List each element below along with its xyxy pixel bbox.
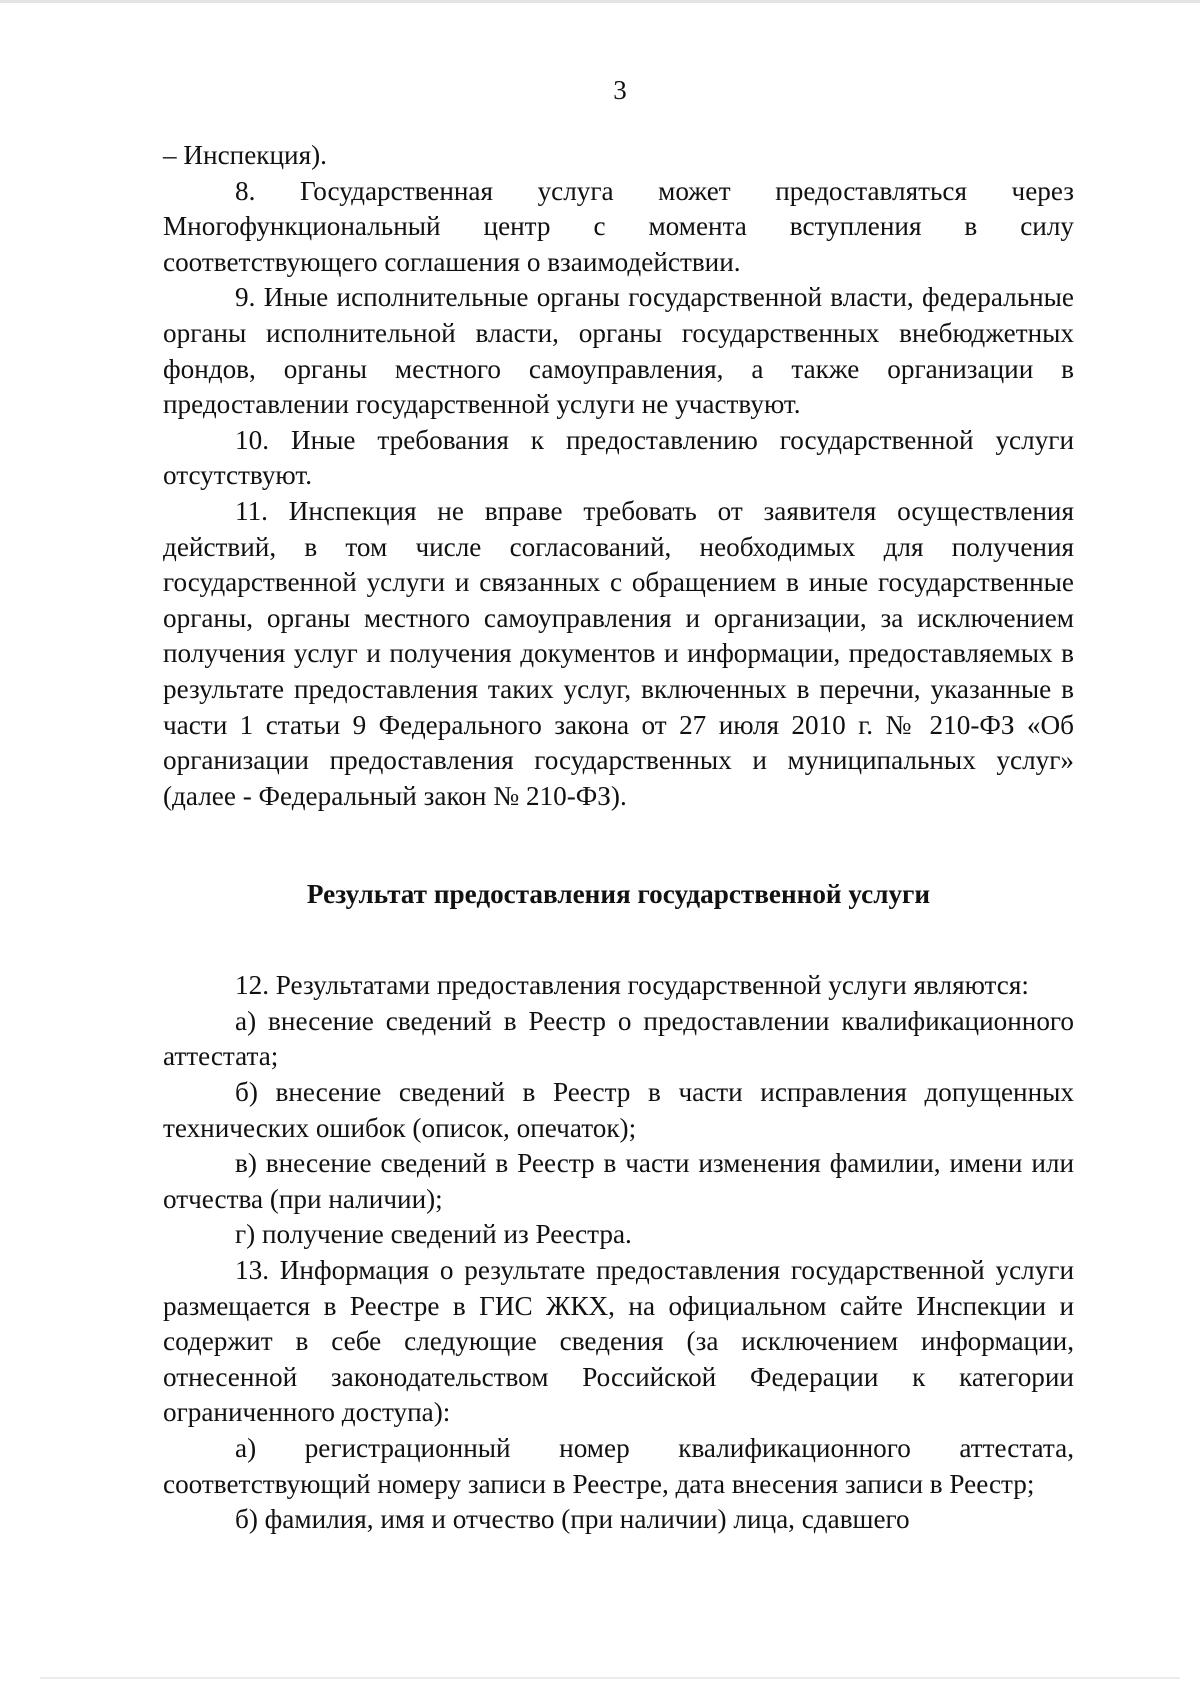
page-number: 3 <box>613 75 627 105</box>
paragraph-12-b: б) внесение сведений в Реестр в части исправления допущенных технических ошибок (описок, опечаток); <box>163 1077 1074 1143</box>
scan-bottom-edge <box>40 1677 1180 1679</box>
paragraph-12-a: а) внесение сведений в Реестр о предоставлении квалификационного аттестата; <box>163 1005 1074 1072</box>
paragraph-13: 13. Информация о результате предоставления государственной услуги размещается в Реестре в ГИС ЖКХ, на официальном сайте Инспекции и содержит в себе следующие сведения (за исключением информации, отнесенной законодательством Российской Федерации к категории ограниченного доступа): <box>163 1255 1074 1428</box>
paragraph-inspection-end: – Инспекция). <box>163 140 327 170</box>
paragraph-12: 12. Результатами предоставления государственной услуги являются: <box>235 970 1029 1001</box>
paragraph-13-a: а) регистрационный номер квалификационного аттестата, соответствующий номеру записи в Реестре, дата внесения записи в Реестр; <box>163 1433 1074 1499</box>
paragraph-9: 9. Иные исполнительные органы государственной власти, федеральные органы исполнительной власти, органы государственных внебюджетных фондов, органы местного самоуправления, а также организации в предоставлении государственной услуги не участвуют. <box>163 282 1074 420</box>
document-body <box>163 138 1074 1538</box>
paragraph-10: 10. Иные требования к предоставлению государственной услуги отсутствуют. <box>163 424 1074 491</box>
paragraph-12-g: г) получение сведений из Реестра. <box>235 1219 632 1250</box>
paragraph-8: 8. Государственная услуга может предоставляться через Многофункциональный центр с момента вступления в силу соответствующего соглашения о взаимодействии. <box>163 175 1074 277</box>
paragraph-13-b: б) фамилия, имя и отчество (при наличии) лица, сдавшего <box>235 1504 910 1535</box>
section-heading: Результат предоставления государственной услуги <box>306 879 931 910</box>
scan-top-edge <box>0 0 1200 3</box>
paragraph-12-v: в) внесение сведений в Реестр в части изменения фамилии, имени или отчества (при наличии); <box>163 1148 1074 1214</box>
paragraph-11: 11. Инспекция не вправе требовать от заявителя осуществления действий, в том числе согласований, необходимых для получения государственной услуги и связанных с обращением в иные государственные органы, органы местного самоуправления и организации, за исключением получения услуг и получения документов и информации, предоставляемых в результате предоставления таких услуг, включенных в перечни, указанные в части 1 статьи 9 Федерального закона от 27 июля 2010 г. № 210-ФЗ «Об организации предоставления государственных и муниципальных услуг» (далее - Федеральный закон № 210-ФЗ). <box>163 495 1074 811</box>
